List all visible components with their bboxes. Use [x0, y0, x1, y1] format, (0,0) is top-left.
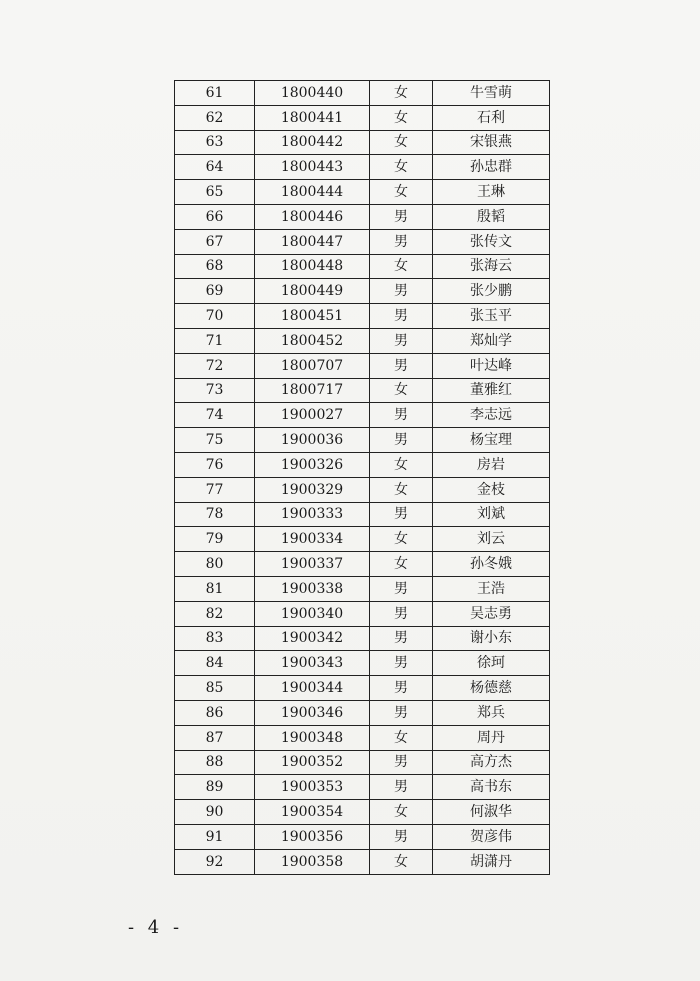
student-id-cell: 1900344: [255, 676, 370, 701]
table-row: [175, 155, 550, 180]
gender-cell: 女: [370, 180, 433, 205]
table-row: [175, 800, 550, 825]
row-number-cell: 88: [175, 750, 255, 775]
student-id-cell: 1800449: [255, 279, 370, 304]
student-id-cell: 1800447: [255, 229, 370, 254]
gender-cell: 男: [370, 651, 433, 676]
name-cell: 何淑华: [433, 800, 550, 825]
name-cell: 叶达峰: [433, 353, 550, 378]
row-number-cell: 84: [175, 651, 255, 676]
row-number-cell: 66: [175, 204, 255, 229]
row-number-cell: 64: [175, 155, 255, 180]
table-row: [175, 824, 550, 849]
table-row: [175, 279, 550, 304]
table-row: [175, 477, 550, 502]
name-cell: 周丹: [433, 725, 550, 750]
student-id-cell: 1800441: [255, 105, 370, 130]
table-row: [175, 180, 550, 205]
student-id-cell: 1900352: [255, 750, 370, 775]
gender-cell: 男: [370, 824, 433, 849]
row-number-cell: 80: [175, 552, 255, 577]
row-number-cell: 90: [175, 800, 255, 825]
row-number-cell: 69: [175, 279, 255, 304]
student-id-cell: 1900343: [255, 651, 370, 676]
gender-cell: 男: [370, 428, 433, 453]
row-number-cell: 75: [175, 428, 255, 453]
student-id-cell: 1800448: [255, 254, 370, 279]
name-cell: 王琳: [433, 180, 550, 205]
row-number-cell: 81: [175, 576, 255, 601]
name-cell: 房岩: [433, 452, 550, 477]
name-cell: 牛雪萌: [433, 81, 550, 106]
table-row: [175, 725, 550, 750]
student-id-cell: 1800451: [255, 304, 370, 329]
row-number-cell: 68: [175, 254, 255, 279]
gender-cell: 男: [370, 502, 433, 527]
table-row: [175, 601, 550, 626]
name-cell: 刘斌: [433, 502, 550, 527]
row-number-cell: 65: [175, 180, 255, 205]
student-id-cell: 1900348: [255, 725, 370, 750]
row-number-cell: 72: [175, 353, 255, 378]
student-id-cell: 1800444: [255, 180, 370, 205]
student-id-cell: 1900329: [255, 477, 370, 502]
name-cell: 高方杰: [433, 750, 550, 775]
table-row: [175, 651, 550, 676]
gender-cell: 女: [370, 452, 433, 477]
row-number-cell: 76: [175, 452, 255, 477]
table-row: [175, 254, 550, 279]
student-id-cell: 1900353: [255, 775, 370, 800]
row-number-cell: 89: [175, 775, 255, 800]
roster-table-body: [175, 81, 550, 875]
student-id-cell: 1900337: [255, 552, 370, 577]
name-cell: 张传文: [433, 229, 550, 254]
gender-cell: 男: [370, 304, 433, 329]
roster-table: [174, 80, 550, 875]
page-number: - 4 -: [128, 917, 184, 938]
name-cell: 谢小东: [433, 626, 550, 651]
table-row: [175, 527, 550, 552]
gender-cell: 女: [370, 155, 433, 180]
name-cell: 董雅红: [433, 378, 550, 403]
gender-cell: 女: [370, 254, 433, 279]
table-row: [175, 626, 550, 651]
name-cell: 贺彦伟: [433, 824, 550, 849]
student-id-cell: 1800452: [255, 328, 370, 353]
name-cell: 杨德慈: [433, 676, 550, 701]
student-id-cell: 1900338: [255, 576, 370, 601]
gender-cell: 女: [370, 378, 433, 403]
student-id-cell: 1900354: [255, 800, 370, 825]
table-row: [175, 304, 550, 329]
name-cell: 金枝: [433, 477, 550, 502]
student-id-cell: 1800442: [255, 130, 370, 155]
name-cell: 宋银燕: [433, 130, 550, 155]
row-number-cell: 63: [175, 130, 255, 155]
student-id-cell: 1800440: [255, 81, 370, 106]
gender-cell: 男: [370, 576, 433, 601]
table-row: [175, 204, 550, 229]
gender-cell: 女: [370, 130, 433, 155]
student-id-cell: 1800717: [255, 378, 370, 403]
table-row: [175, 229, 550, 254]
row-number-cell: 62: [175, 105, 255, 130]
name-cell: 刘云: [433, 527, 550, 552]
row-number-cell: 74: [175, 403, 255, 428]
gender-cell: 男: [370, 750, 433, 775]
student-id-cell: 1900027: [255, 403, 370, 428]
table-row: [175, 428, 550, 453]
row-number-cell: 85: [175, 676, 255, 701]
student-id-cell: 1800446: [255, 204, 370, 229]
row-number-cell: 73: [175, 378, 255, 403]
gender-cell: 男: [370, 676, 433, 701]
row-number-cell: 70: [175, 304, 255, 329]
name-cell: 石利: [433, 105, 550, 130]
table-row: [175, 775, 550, 800]
name-cell: 高书东: [433, 775, 550, 800]
student-id-cell: 1800707: [255, 353, 370, 378]
gender-cell: 男: [370, 700, 433, 725]
name-cell: 李志远: [433, 403, 550, 428]
gender-cell: 男: [370, 626, 433, 651]
name-cell: 杨宝理: [433, 428, 550, 453]
student-id-cell: 1900358: [255, 849, 370, 874]
name-cell: 王浩: [433, 576, 550, 601]
student-id-cell: 1900356: [255, 824, 370, 849]
row-number-cell: 92: [175, 849, 255, 874]
name-cell: 张海云: [433, 254, 550, 279]
student-id-cell: 1800443: [255, 155, 370, 180]
table-row: [175, 700, 550, 725]
row-number-cell: 91: [175, 824, 255, 849]
gender-cell: 女: [370, 552, 433, 577]
gender-cell: 女: [370, 800, 433, 825]
table-row: [175, 676, 550, 701]
row-number-cell: 67: [175, 229, 255, 254]
name-cell: 郑灿学: [433, 328, 550, 353]
student-id-cell: 1900326: [255, 452, 370, 477]
gender-cell: 男: [370, 601, 433, 626]
gender-cell: 男: [370, 229, 433, 254]
table-row: [175, 452, 550, 477]
table-row: [175, 328, 550, 353]
row-number-cell: 87: [175, 725, 255, 750]
table-row: [175, 576, 550, 601]
table-row: [175, 750, 550, 775]
student-id-cell: 1900340: [255, 601, 370, 626]
name-cell: 郑兵: [433, 700, 550, 725]
gender-cell: 女: [370, 527, 433, 552]
gender-cell: 女: [370, 105, 433, 130]
gender-cell: 男: [370, 403, 433, 428]
row-number-cell: 83: [175, 626, 255, 651]
gender-cell: 男: [370, 279, 433, 304]
gender-cell: 女: [370, 725, 433, 750]
name-cell: 徐珂: [433, 651, 550, 676]
name-cell: 孙冬娥: [433, 552, 550, 577]
table-row: [175, 552, 550, 577]
table-row: [175, 502, 550, 527]
row-number-cell: 78: [175, 502, 255, 527]
table-row: [175, 378, 550, 403]
table-row: [175, 403, 550, 428]
row-number-cell: 79: [175, 527, 255, 552]
gender-cell: 男: [370, 204, 433, 229]
table-row: [175, 849, 550, 874]
name-cell: 吴志勇: [433, 601, 550, 626]
gender-cell: 女: [370, 849, 433, 874]
name-cell: 胡潇丹: [433, 849, 550, 874]
name-cell: 张少鹏: [433, 279, 550, 304]
table-row: [175, 130, 550, 155]
name-cell: 殷韬: [433, 204, 550, 229]
name-cell: 孙忠群: [433, 155, 550, 180]
row-number-cell: 86: [175, 700, 255, 725]
student-id-cell: 1900036: [255, 428, 370, 453]
student-id-cell: 1900346: [255, 700, 370, 725]
row-number-cell: 61: [175, 81, 255, 106]
row-number-cell: 82: [175, 601, 255, 626]
gender-cell: 女: [370, 477, 433, 502]
student-id-cell: 1900334: [255, 527, 370, 552]
table-row: [175, 353, 550, 378]
table-row: [175, 105, 550, 130]
gender-cell: 男: [370, 353, 433, 378]
table-row: [175, 81, 550, 106]
gender-cell: 男: [370, 775, 433, 800]
gender-cell: 女: [370, 81, 433, 106]
student-id-cell: 1900342: [255, 626, 370, 651]
name-cell: 张玉平: [433, 304, 550, 329]
row-number-cell: 71: [175, 328, 255, 353]
row-number-cell: 77: [175, 477, 255, 502]
student-id-cell: 1900333: [255, 502, 370, 527]
gender-cell: 男: [370, 328, 433, 353]
